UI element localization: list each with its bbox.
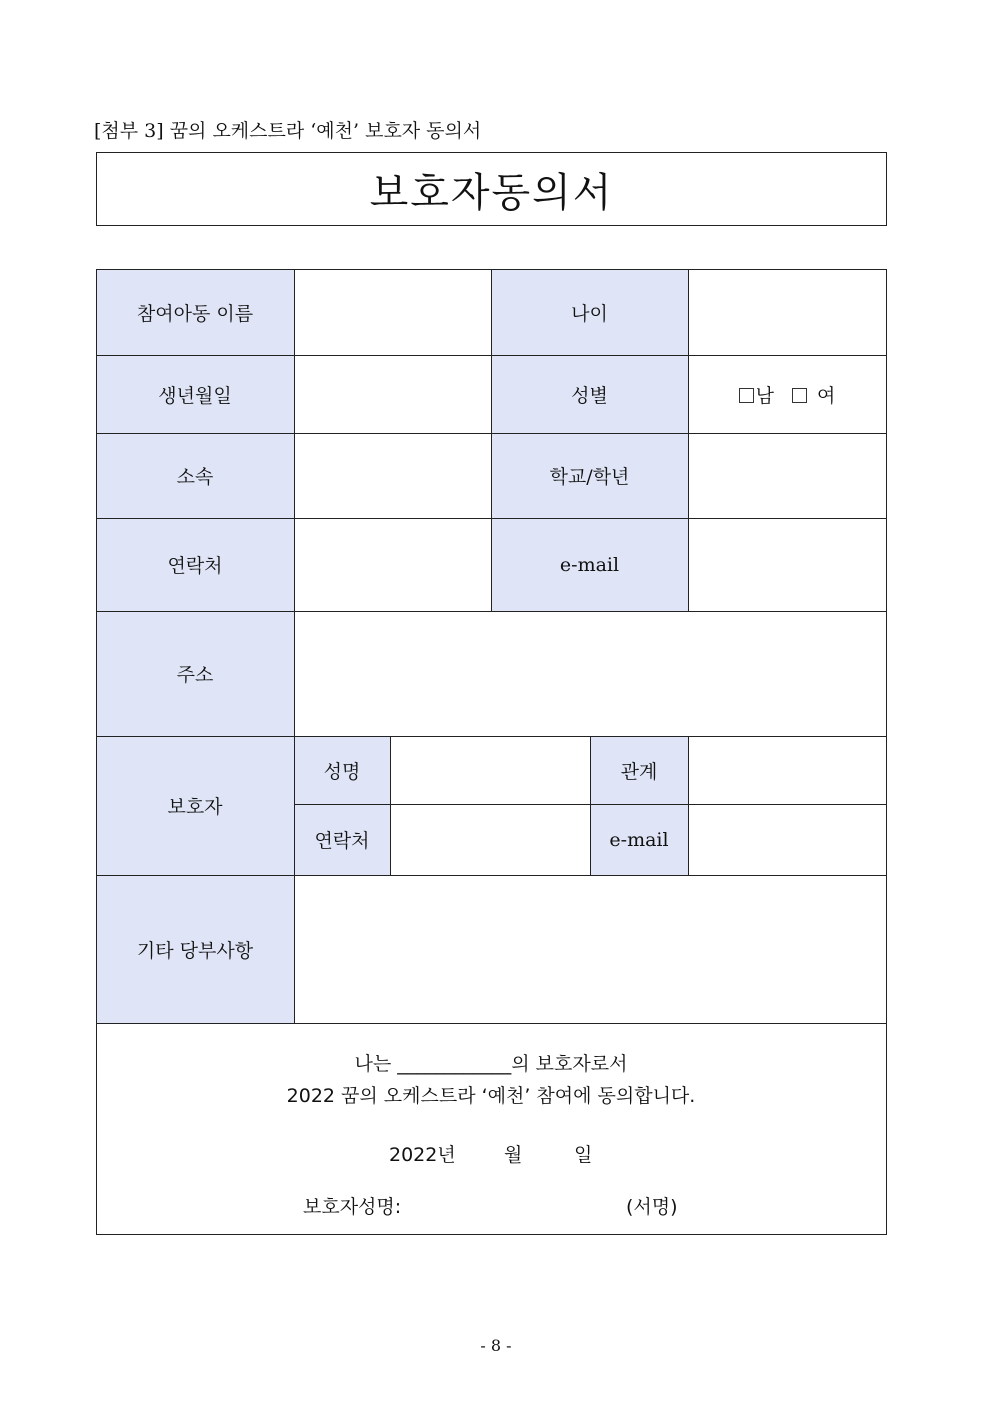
gender-label: 성별: [491, 355, 688, 433]
guardian-signature-label: 보호자성명:: [303, 1196, 402, 1218]
child-name-field[interactable]: [294, 269, 491, 355]
document-title: 보호자동의서: [369, 169, 614, 216]
page-number: - 8 -: [480, 1336, 512, 1355]
child-name-label: 참여아동 이름: [96, 269, 294, 355]
guardian-name-label: 성명: [294, 736, 390, 804]
gender-female-option[interactable]: [792, 381, 835, 408]
age-field[interactable]: [688, 269, 886, 355]
guardian-relation-field[interactable]: [688, 736, 886, 804]
document-title-box: [96, 152, 887, 226]
contact-field[interactable]: [294, 518, 491, 611]
email-label: e-mail: [491, 518, 688, 611]
other-notes-field[interactable]: [294, 875, 886, 1023]
email-field[interactable]: [688, 518, 886, 611]
signature-mark: (서명): [626, 1196, 678, 1218]
school-grade-field[interactable]: [688, 433, 886, 518]
date-day: 일: [574, 1144, 593, 1166]
address-label: 주소: [96, 611, 294, 736]
affiliation-label: 소속: [96, 433, 294, 518]
female-checkbox[interactable]: [792, 388, 807, 403]
birthdate-field[interactable]: [294, 355, 491, 433]
contact-label: 연락처: [96, 518, 294, 611]
guardian-label: 보호자: [96, 736, 294, 875]
guardian-email-label: e-mail: [590, 804, 688, 875]
guardian-name-field[interactable]: [390, 736, 590, 804]
male-checkbox[interactable]: [739, 388, 754, 403]
consent-line-2: 2022 꿈의 오케스트라 ‘예천’ 참여에 동의합니다.: [286, 1085, 696, 1107]
affiliation-field[interactable]: [294, 433, 491, 518]
gender-male-option[interactable]: [739, 381, 774, 408]
gender-male-text: 남: [755, 384, 774, 407]
guardian-relation-label: 관계: [590, 736, 688, 804]
address-field[interactable]: [294, 611, 886, 736]
guardian-email-field[interactable]: [688, 804, 886, 875]
gender-options: [688, 355, 886, 433]
gender-female-text: 여: [817, 384, 836, 407]
date-year: 2022년: [389, 1144, 456, 1166]
school-grade-label: 학교/학년: [491, 433, 688, 518]
attachment-heading: [첨부 3] 꿈의 오케스트라 ‘예천’ 보호자 동의서: [94, 120, 482, 142]
age-label: 나이: [491, 269, 688, 355]
guardian-signature-field[interactable]: [420, 1188, 610, 1218]
consent-line-1: 나는 ____________의 보호자로서: [354, 1053, 628, 1075]
guardian-contact-field[interactable]: [390, 804, 590, 875]
birthdate-label: 생년월일: [96, 355, 294, 433]
other-notes-label: 기타 당부사항: [96, 875, 294, 1023]
guardian-contact-label: 연락처: [294, 804, 390, 875]
date-month: 월: [504, 1144, 523, 1166]
